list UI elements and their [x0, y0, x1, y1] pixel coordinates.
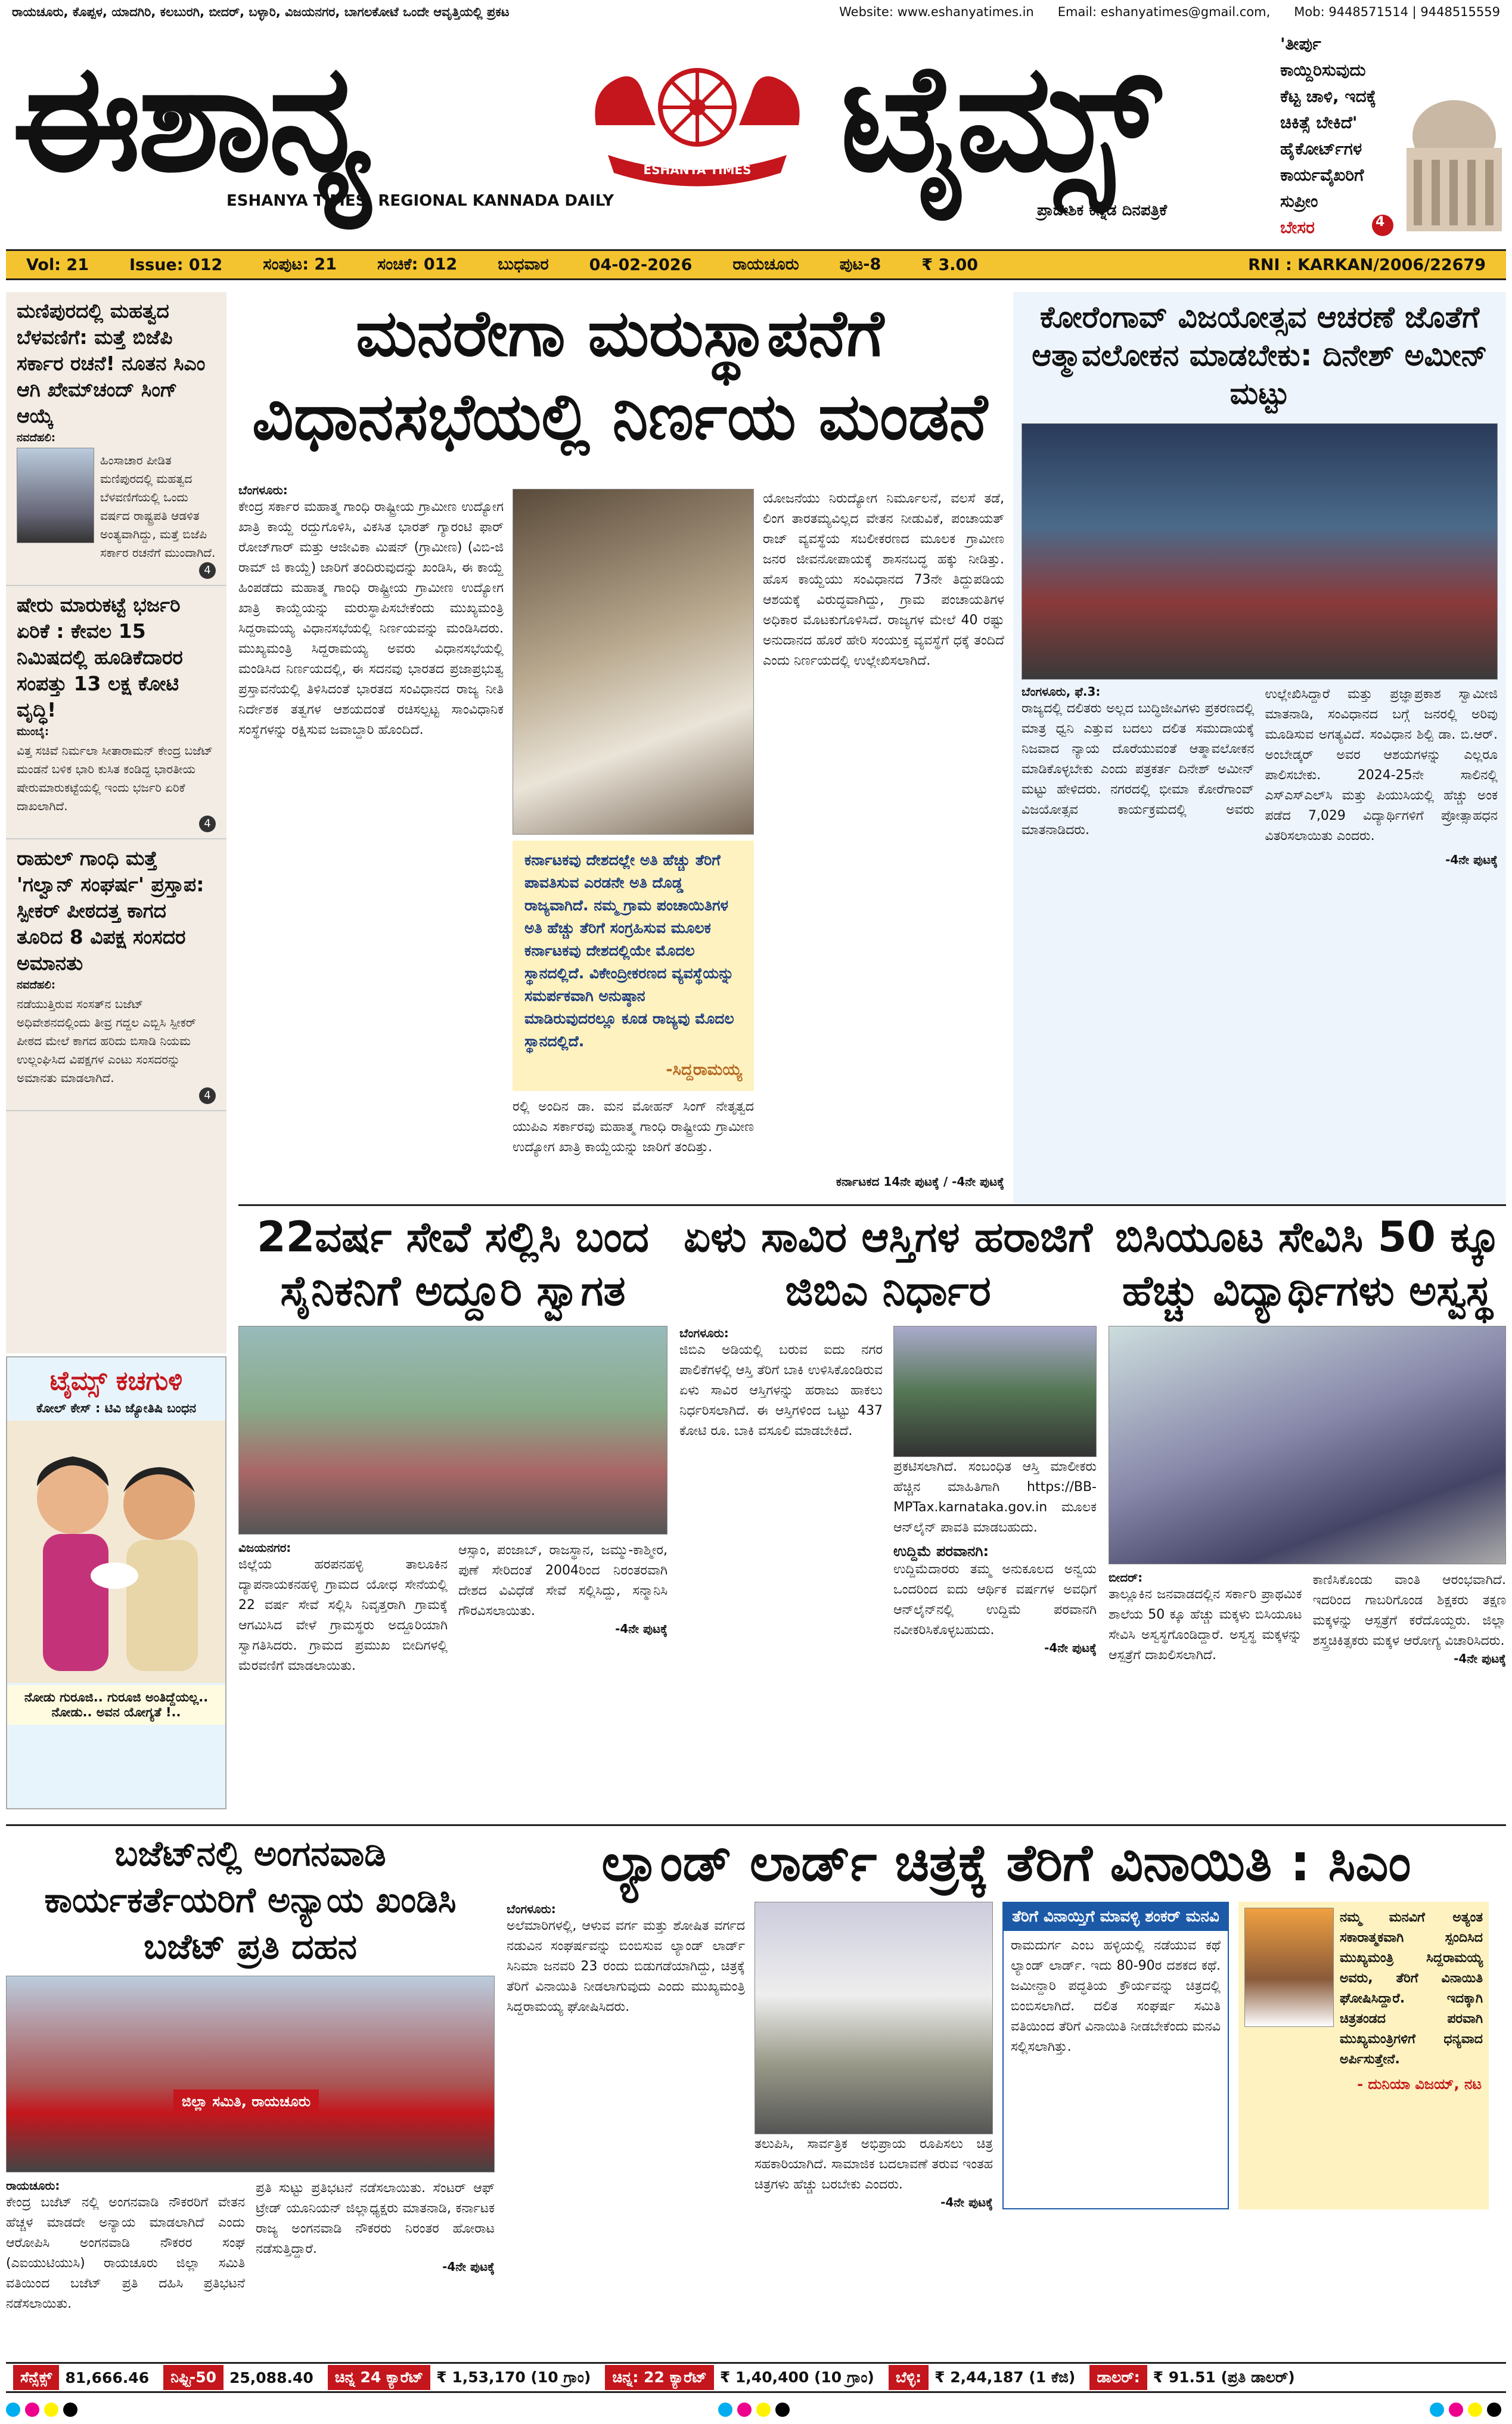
lead-body-2: ಯೋಜನೆಯು ನಿರುದ್ಯೋಗ ನಿರ್ಮೂಲನೆ, ವಲಸೆ ತಡೆ, ಲಿಂಗ ತಾರತಮ್ಯವಿಲ್ಲದ ವೇತನ ನೀಡುವಿಕೆ, ಪಂಚಾಯತ್ ರಾಜ್ ವ್ಯವಸ್ಥೆಯ ಸಬಲೀಕರಣದ ಮೂಲಕ ಗ್ರಾಮೀಣ ಜನರ ಜೀವನೋಪಾಯಕ್ಕೆ ಶಾಸನಬದ್ಧ ಹಕ್ಕು ನೀಡಿತ್ತು. ಹೊಸ ಕಾಯ್ದೆಯು ಸಂವಿಧಾನದ 73ನೇ ತಿದ್ದುಪಡಿಯ ಆಶಯಕ್ಕೆ ವಿರುದ್ಧವಾಗಿದ್ದು, ಗ್ರಾಮ ಪಂಚಾಯತಿಗಳ ಅಧಿಕಾರ ಮೊಟಕುಗೊಳಿಸಿದೆ. ರಾಜ್ಯಗಳ ಮೇಲೆ 40 ರಷ್ಟು ಅನುದಾನದ ಹೊರೆ ಹೇರಿ ಸಂಯುಕ್ತ ವ್ಯವಸ್ಥೆಗೆ ಧಕ್ಕೆ ತಂದಿದೆ ಎಂದು ನಿರ್ಣಯದಲ್ಲಿ ಉಲ್ಲೇಖಿಸಲಾಗಿದೆ. — [763, 491, 1004, 668]
place: ರಾಯಚೂರು — [732, 255, 799, 274]
lead-column-1 — [238, 483, 504, 1186]
brief-headline: ರಾಹುಲ್ ಗಾಂಧಿ ಮತ್ತೆ 'ಗಲ್ವಾನ್ ಸಂಘರ್ಷ' ಪ್ರಸ್ತಾಪ: ಸ್ಪೀಕರ್ ಪೀಠದತ್ತ ಕಾಗದ ತೂರಿದ 8 ವಿಪಕ್ಷ ಸಂಸದರ ಅಮಾನತು — [17, 847, 204, 975]
page-ref[interactable]: 4 — [199, 816, 216, 832]
issue-info-bar — [6, 249, 1506, 280]
koregaon-body-2: ಉಲ್ಲೇಖಿಸಿದ್ದಾರೆ ಮತ್ತು ಪ್ರಜ್ಞಾಪ್ರಕಾಶ ಸ್ವಾಮೀಜಿ ಮಾತನಾಡಿ, ಸಂವಿಧಾನದ ಬಗ್ಗೆ ಜನರಲ್ಲಿ ಅರಿವು ಮೂಡಿಸುವ ಅಗತ್ಯವಿದೆ. ಸಂವಿಧಾನ ಶಿಲ್ಪಿ ಡಾ. ಬಿ.ಆರ್. ಅಂಬೇಡ್ಕರ್ ಅವರ ಆಶಯಗಳನ್ನು ಎಲ್ಲರೂ ಪಾಲಿಸಬೇಕು. 2024-25ನೇ ಸಾಲಿನಲ್ಲಿ ಎಸ್‌ಎಸ್‌ಎಲ್‌ಸಿ ಮತ್ತು ಪಿಯುಸಿಯಲ್ಲಿ ಹೆಚ್ಚು ಅಂಕ ಪಡೆದ 7,029 ವಿದ್ಯಾರ್ಥಿಗಳಿಗೆ ಪ್ರೋತ್ಸಾಹಧನ ವಿತರಿಸಲಾಯಿತು ಎಂದರು. — [1265, 687, 1498, 844]
brief-body: ಹಿಂಸಾಚಾರ ಪೀಡಿತ ಮಣಿಪುರದಲ್ಲಿ ಮಹತ್ವದ ಬೆಳವಣಿಗೆಯಲ್ಲಿ ಒಂದು ವರ್ಷದ ರಾಷ್ಟ್ರಪತಿ ಆಡಳಿತ ಅಂತ್ಯವಾಗಿದ್ದು, ಮತ್ತೆ ಬಿಜೆಪಿ ಸರ್ಕಾರ ರಚನೆಗೆ ಮುಂದಾಗಿದೆ. — [100, 453, 216, 560]
email-text: Email: eshanyatimes@gmail.com, — [1057, 5, 1271, 19]
ticker-label: ಡಾಲರ್: — [1089, 2365, 1147, 2390]
landlord-story — [507, 1830, 1506, 2355]
soldier-continued[interactable]: -4ನೇ ಪುಟಕ್ಕೆ — [615, 1622, 667, 1636]
editions-text: ರಾಯಚೂರು, ಕೊಪ್ಪಳ, ಯಾದಗಿರಿ, ಕಲಬುರಗಿ, ಬೀದರ್, ಬಳ್ಳಾರಿ, ವಿಜಯನಗರ, ಬಾಗಲಕೋಟೆ ಒಂದೇ ಆವೃತ್ತಿಯಲ್ಲಿ ಪ್ರಕಟ — [12, 4, 510, 19]
auction-story — [679, 1210, 1097, 1830]
page-count: ಪುಟ-8 — [839, 255, 881, 274]
landlord-body-1: ಅಲೆಮಾರಿಗಳಲ್ಲಿ, ಆಳುವ ವರ್ಗ ಮತ್ತು ಶೋಷಿತ ವರ್ಗದ ನಡುವಿನ ಸಂಘರ್ಷವನ್ನು ಬಿಂಬಿಸುವ ಲ್ಯಾಂಡ್ ಲಾರ್ಡ್ ಸಿನಿಮಾ ಜನವರಿ 23 ರಂದು ಬಿಡುಗಡೆಯಾಗಿದ್ದು, ಚಿತ್ರಕ್ಕೆ ತೆರಿಗೆ ವಿನಾಯಿತಿ ನೀಡಲಾಗುವುದು ಎಂದು ಮುಖ್ಯಮಂತ್ರಿ ಸಿದ್ದರಾಮಯ್ಯ ಘೋಷಿಸಿದರು. — [507, 1918, 745, 2014]
lead-headline[interactable] — [238, 292, 1001, 471]
ticker-label: ನಿಫ್ಟಿ-50 — [163, 2365, 223, 2390]
price: ₹ 3.00 — [921, 255, 979, 274]
auction-body-1: ಜಿಬಿಎ ಅಡಿಯಲ್ಲಿ ಬರುವ ಐದು ನಗರ ಪಾಲಿಕೆಗಳಲ್ಲಿ ಆಸ್ತಿ ತೆರಿಗೆ ಬಾಕಿ ಉಳಿಸಿಕೊಂಡಿರುವ ಏಳು ಸಾವಿರ ಆಸ್ತಿಗಳನ್ನು ಹರಾಜು ಹಾಕಲು ನಿರ್ಧರಿಸಲಾಗಿದೆ. ಈ ಆಸ್ತಿಗಳಿಂದ ಒಟ್ಟು 437 ಕೋಟಿ ರೂ. ಬಾಕಿ ವಸೂಲಿ ಮಾಡಬೇಕಿದೆ. — [679, 1343, 883, 1439]
portrait-photo — [17, 448, 94, 543]
yellow-dot — [44, 2403, 58, 2417]
brief-dateline: ನವದೆಹಲಿ: — [17, 432, 56, 444]
meal-dateline: ಬೀದರ್: — [1109, 1570, 1143, 1585]
brief-headline: ಷೇರು ಮಾರುಕಟ್ಟೆ ಭರ್ಜರಿ ಏರಿಕೆ : ಕೇವಲ 15 ನಿಮಿಷದಲ್ಲಿ ಹೂಡಿಕೆದಾರರ ಸಂಪತ್ತು 13 ಲಕ್ಷ ಕೋಟಿ ವೃದ್ಧಿ! — [17, 593, 183, 721]
ticker-value: ₹ 2,44,187 (1 ಕೆಜಿ) — [934, 2369, 1076, 2386]
ticker-item — [1082, 2364, 1302, 2391]
cartoon-illustration — [7, 1421, 225, 1683]
issue: Issue: 012 — [129, 255, 223, 274]
ticker-item — [156, 2364, 321, 2391]
lead-quote-box — [513, 841, 754, 1091]
masthead-subtitle-kn: ಪ್ರಾದೇಶಿಕ ಕನ್ನಡ ದಿನಪತ್ರಿಕೆ — [1037, 202, 1168, 219]
promo-line: ಸುಪ್ರೀಂ — [1280, 191, 1318, 211]
soldier-body-1: ಜಿಲ್ಲೆಯ ಹರಪನಹಳ್ಳಿ ತಾಲೂಕಿನ ದ್ಯಾಪನಾಯಕನಹಳ್ಳಿ ಗ್ರಾಮದ ಯೋಧ ಸೇನೆಯಲ್ಲಿ 22 ವರ್ಷ ಸೇವೆ ಸಲ್ಲಿಸಿ ನಿವೃತ್ತರಾಗಿ ಗ್ರಾಮಕ್ಕೆ ಆಗಮಿಸಿದ ವೇಳೆ ಗ್ರಾಮಸ್ಥರು ಅದ್ದೂರಿಯಾಗಿ ಸ್ವಾಗತಿಸಿದರು. ಗ್ರಾಮದ ಪ್ರಮುಖ ಬೀದಿಗಳಲ್ಲಿ ಮೆರವಣಿಗೆ ಮಾಡಲಾಯಿತು. — [238, 1557, 448, 1673]
soldier-headline[interactable]: 22ವರ್ಷ ಸೇವೆ ಸಲ್ಲಿಸಿ ಬಂದ ಸೈನಿಕನಿಗೆ ಅದ್ದೂರಿ ಸ್ವಾಗತ — [256, 1213, 650, 1315]
brief-item[interactable] — [6, 586, 226, 839]
promo-line: 'ತೀರ್ಪು ಕಾಯ್ದಿರಿಸುವುದು — [1280, 34, 1366, 80]
auction-headline[interactable]: ಏಳು ಸಾವಿರ ಆಸ್ತಿಗಳ ಹರಾಜಿಗೆ ಜಿಬಿಎ ನಿರ್ಧಾರ — [684, 1213, 1092, 1315]
landlord-dateline: ಬೆಂಗಳೂರು: — [507, 1902, 556, 1916]
mobile-text: Mob: 9448571514 | 9448515559 — [1294, 5, 1500, 19]
brief-dateline: ನವದೆಹಲಿ: — [17, 979, 56, 991]
cyan-dot — [1430, 2403, 1444, 2417]
lead-photo-cm — [513, 489, 754, 835]
samputa: ಸಂಪುಟ: 21 — [263, 255, 337, 274]
weekday: ಬುಧವಾರ — [498, 255, 549, 274]
ticker-label: ಚಿನ್ನ 24 ಕ್ಯಾರೆಟ್ — [328, 2365, 431, 2390]
midday-meal-story — [1109, 1210, 1506, 1830]
masthead-title-part1: ಈಶಾನ್ಯ — [12, 31, 368, 204]
lead-headline-line1: ಮನರೇಗಾ ಮರುಸ್ಥಾಪನೆಗೆ — [355, 296, 884, 371]
magenta-dot — [25, 2403, 39, 2417]
lead-continued[interactable]: ಕರ್ನಾಟಕದ 14ನೇ ಪುಟಕ್ಕೆ / -4ನೇ ಪುಟಕ್ಕೆ — [836, 1174, 1004, 1189]
auction-continued[interactable]: -4ನೇ ಪುಟಕ್ಕೆ — [1044, 1641, 1097, 1655]
ticker-label: ಬೆಳ್ಳಿ: — [889, 2365, 929, 2390]
duniya-vijay-photo — [1244, 1908, 1334, 2027]
landlord-photo — [755, 1902, 993, 2134]
promo-line: ಹೈಕೋರ್ಟ್‌ಗಳ — [1280, 139, 1362, 159]
left-briefs-column — [6, 292, 226, 1353]
ticker-value: 81,666.46 — [65, 2369, 150, 2386]
black-dot — [63, 2403, 77, 2417]
landlord-continued[interactable]: -4ನೇ ಪುಟಕ್ಕೆ — [940, 2195, 993, 2209]
page-ref[interactable]: 4 — [199, 562, 216, 579]
brief-item[interactable] — [6, 839, 226, 1111]
koregaon-body-1: ರಾಜ್ಯದಲ್ಲಿ ದಲಿತರು ಅಲ್ಲದ ಬುದ್ಧಿಜೀವಿಗಳು ಪ್ರಕರಣದಲ್ಲಿ ಮಾತ್ರ ಧ್ವನಿ ಎತ್ತುವ ಬದಲು ದಲಿತ ಸಮುದಾಯಕ್ಕೆ ನಿಜವಾದ ನ್ಯಾಯ ದೊರೆಯುವಂತೆ ಆತ್ಮಾವಲೋಕನ ಮಾಡಿಕೊಳ್ಳಬೇಕು ಎಂದು ಪತ್ರಕರ್ತ ದಿನೇಶ್ ಅಮೀನ್ ಮಟ್ಟು ಹೇಳಿದರು. ನಗರದಲ್ಲಿ ಭೀಮಾ ಕೋರೆಗಾಂವ್ ವಿಜಯೋತ್ಸವ ಕಾರ್ಯಕ್ರಮದಲ್ಲಿ ಅವರು ಮಾತನಾಡಿದರು. — [1022, 701, 1255, 838]
ticker-value: 25,088.40 — [229, 2369, 313, 2386]
black-dot — [1487, 2403, 1501, 2417]
lead-column-2b — [513, 1097, 754, 1186]
meal-continued[interactable]: -4ನೇ ಪುಟಕ್ಕೆ — [1454, 1651, 1506, 1666]
lead-body-1: ಕೇಂದ್ರ ಸರ್ಕಾರ ಮಹಾತ್ಮ ಗಾಂಧಿ ರಾಷ್ಟ್ರೀಯ ಗ್ರಾಮೀಣ ಉದ್ಯೋಗ ಖಾತ್ರಿ ಕಾಯ್ದೆ ರದ್ದುಗೊಳಿಸಿ, ವಿಕಸಿತ ಭಾರತ್ ಗ್ಯಾರಂಟಿ ಫಾರ್ ರೋಜ್‌ಗಾರ್ ಮತ್ತು ಆಜೀವಿಕಾ ಮಿಷನ್ (ಗ್ರಾಮೀಣ) (ವಿಬಿ-ಜಿ ರಾಮ್ ಜಿ ಕಾಯ್ದೆ) ಜಾರಿಗೆ ತಂದಿರುವುದನ್ನು ಖಂಡಿಸಿ, ಈ ಕಾಯ್ದೆ ಹಿಂಪಡೆದು ಮಹಾತ್ಮ ಗಾಂಧಿ ರಾಷ್ಟ್ರೀಯ ಗ್ರಾಮೀಣ ಉದ್ಯೋಗ ಖಾತ್ರಿ ಕಾಯ್ದೆಯನ್ನು ಮರುಸ್ಥಾಪಿಸಬೇಕೆಂದು ಮುಖ್ಯಮಂತ್ರಿ ಸಿದ್ದರಾಮಯ್ಯ ವಿಧಾನಸಭೆಯಲ್ಲಿ ನಿರ್ಣಯವನ್ನು ಮಂಡಿಸಿದರು. ಮುಖ್ಯಮಂತ್ರಿ ಸಿದ್ದರಾಮಯ್ಯ ಅವರು ವಿಧಾನಸಭೆಯಲ್ಲಿ ಮಂಡಿಸಿದ ನಿರ್ಣಯದಲ್ಲಿ, ಈ ಸದನವು ಭಾರತದ ಪ್ರಜಾಪ್ರಭುತ್ವ ಪ್ರಸ್ತಾವನೆಯಲ್ಲಿ ತಿಳಿಸಿದಂತೆ ಭಾರತದ ಸಂವಿಧಾನದ ರಾಜ್ಯ ನೀತಿ ನಿರ್ದೇಶಕ ತತ್ವಗಳ ಆಶಯದಂತೆ ರಚಿಸಲ್ಪಟ್ಟ ಸಾಂವಿಧಾನಿಕ ಸಂಸ್ಥೆಗಳನ್ನು ರಕ್ಷಿಸುವ ಜವಾಬ್ದಾರಿ ಹೊಂದಿದೆ. — [238, 500, 504, 737]
masthead-title-part2: ಟೈಮ್ಸ್ — [840, 31, 1157, 204]
meal-body-1: ತಾಲ್ಲೂಕಿನ ಜನವಾಡದಲ್ಲಿನ ಸರ್ಕಾರಿ ಪ್ರಾಥಮಿಕ ಶಾಲೆಯ 50 ಕ್ಕೂ ಹೆಚ್ಚು ಮಕ್ಕಳು ಬಿಸಿಯೂಟ ಸೇವಿಸಿ ಅಸ್ವಸ್ಥಗೊಂಡಿದ್ದಾರೆ. ಅಸ್ವಸ್ಥ ಮಕ್ಕಳನ್ನು ಆಸ್ಪತ್ರೆಗೆ ದಾಖಲಿಸಲಾಗಿದೆ. — [1109, 1587, 1302, 1663]
cartoon-title: ಟೈಮ್ಸ್ ಕಚಗುಳಿ — [49, 1366, 183, 1396]
protest-banner-text: ಜಿಲ್ಲಾ ಸಮಿತಿ, ರಾಯಚೂರು — [173, 2090, 319, 2113]
ticker-item — [321, 2364, 598, 2391]
anganwadi-dateline: ರಾಯಚೂರು: — [6, 2178, 60, 2193]
masthead-subtitle-en: ESHANYA TIMES, REGIONAL KANNADA DAILY — [226, 192, 614, 210]
auction-body-2: ಪ್ರಕಟಿಸಲಾಗಿದೆ. ಸಂಬಂಧಿತ ಆಸ್ತಿ ಮಾಲೀಕರು ಹೆಚ್ಚಿನ ಮಾಹಿತಿಗಾಗಿ https://BB-MPTax.karnataka.gov.in ಮೂಲಕ ಆನ್‌ಲೈನ್ ಪಾವತಿ ಮಾಡಬಹುದು. — [893, 1459, 1097, 1535]
koregaon-story — [1013, 292, 1506, 1204]
koregaon-headline[interactable]: ಕೋರೆಂಗಾವ್ ವಿಜಯೋತ್ಸವ ಆಚರಣೆ ಜೊತೆಗೆ ಆತ್ಮಾವಲೋಕನ ಮಾಡಬೇಕು: ದಿನೇಶ್ ಅಮೀನ್ ಮಟ್ಟು — [1032, 300, 1488, 411]
anganwadi-body-2: ಪ್ರತಿ ಸುಟ್ಟು ಪ್ರತಿಭಟನೆ ನಡೆಸಲಾಯಿತು. ಸೆಂಟರ್ ಆಫ್ ಟ್ರೇಡ್ ಯೂನಿಯನ್ ಜಿಲ್ಲಾಧ್ಯಕ್ಷರು ಮಾತನಾಡಿ, ಕರ್ನಾಟಕ ರಾಜ್ಯ ಅಂಗನವಾಡಿ ನೌಕರರು ನಿರಂತರ ಹೋರಾಟ ನಡೆಸುತ್ತಿದ್ದಾರೆ. — [256, 2181, 495, 2256]
landlord-body-2: ತಲುಪಿಸಿ, ಸಾರ್ವತ್ರಿಕ ಅಭಿಪ್ರಾಯ ರೂಪಿಸಲು ಚಿತ್ರ ಸಹಕಾರಿಯಾಗಿದೆ. ಸಾಮಾಜಿಕ ಬದಲಾವಣೆ ತರುವ ಇಂತಹ ಚಿತ್ರಗಳು ಹೆಚ್ಚು ಬರಬೇಕು ಎಂದರು. — [755, 2137, 993, 2192]
yellow-dot — [1468, 2403, 1482, 2417]
promo-line: ಬೇಸರ — [1280, 218, 1315, 237]
anganwadi-story — [6, 1830, 495, 2355]
shankar-box-label: ತೆರಿಗೆ ವಿನಾಯ್ತಿಗೆ ಮಾವಳ್ಳಿ ಶಂಕರ್ ಮನವಿ — [1004, 1903, 1228, 1931]
cyan-dot — [6, 2403, 20, 2417]
soldier-body-2: ಆಸ್ಸಾಂ, ಪಂಜಾಬ್, ರಾಜಸ್ಥಾನ, ಜಮ್ಮು-ಕಾಶ್ಮೀರ, ಪುಣೆ ಸೇರಿದಂತೆ 2004ರಿಂದ ನಿರಂತರವಾಗಿ ದೇಶದ ವಿವಿಧೆಡೆ ಸೇವೆ ಸಲ್ಲಿಸಿದ್ದು, ಸನ್ಮಾನಿಸಿ ಗೌರವಿಸಲಾಯಿತು. — [458, 1543, 667, 1619]
cyan-dot — [718, 2403, 732, 2417]
landlord-headline[interactable]: ಲ್ಯಾಂಡ್ ಲಾರ್ಡ್ ಚಿತ್ರಕ್ಕೆ ತೆರಿಗೆ ವಿನಾಯಿತಿ : ಸಿಎಂ — [601, 1833, 1411, 1893]
volume: Vol: 21 — [26, 255, 89, 274]
lead-quote-author: -ಸಿದ್ದರಾಮಯ್ಯ — [666, 1061, 742, 1079]
black-dot — [775, 2403, 790, 2417]
lead-dateline: ಬೆಂಗಳೂರು: — [238, 483, 288, 497]
emblem-text: ESHANYA TIMES — [643, 163, 752, 177]
auction-body-3: ಉದ್ದಿಮೆದಾರರು ತಮ್ಮ ಅನುಕೂಲದ ಅನ್ವಯ ಒಂದರಿಂದ ಐದು ಆರ್ಥಿಕ ವರ್ಷಗಳ ಅವಧಿಗೆ ಆನ್‌ಲೈನ್‌ನಲ್ಲಿ ಉದ್ದಿಮೆ ಪರವಾನಗಿ ನವೀಕರಿಸಿಕೊಳ್ಳಬಹುದು. — [893, 1562, 1097, 1638]
auction-subhead: ಉದ್ದಿಮೆ ಪರವಾನಗಿ: — [893, 1543, 989, 1560]
brief-item[interactable] — [6, 292, 226, 586]
koregaon-photo — [1022, 423, 1498, 680]
cartoon-caption-bottom: ನೋಡು ಗುರೂಜಿ.. ಗುರೂಜಿ ಅಂತಿದ್ದೆಯಲ್ಲ.. ನೋಡು.. ಅವನ ಯೋಗ್ಯತೆ !.. — [7, 1685, 225, 1725]
ticker-label: ಚಿನ್ನ: 22 ಕ್ಯಾರೆಟ್ — [605, 2365, 714, 2390]
side-quote-text: ನಮ್ಮ ಮನವಿಗೆ ಅತ್ಯಂತ ಸಕಾರಾತ್ಮಕವಾಗಿ ಸ್ಪಂದಿಸಿದ ಮುಖ್ಯಮಂತ್ರಿ ಸಿದ್ದರಾಮಯ್ಯ ಅವರು, ತೆರಿಗೆ ವಿನಾಯಿತಿ ಘೋಷಿಸಿದ್ದಾರೆ. ಇದಕ್ಕಾಗಿ ಚಿತ್ರತಂಡದ ಪರವಾಗಿ ಮುಖ್ಯಮಂತ್ರಿಗಳಿಗೆ ಧನ್ಯವಾದ ಅರ್ಪಿಸುತ್ತೇನೆ. — [1340, 1910, 1483, 2067]
cartoon-caption-top: ಕೋಲ್ ಕೇಸ್ : ಟಿವಿ ಜ್ಯೋತಿಷಿ ಬಂಧನ — [36, 1401, 197, 1415]
meal-body-2: ಕಾಣಿಸಿಕೊಂಡು ವಾಂತಿ ಆರಂಭವಾಗಿದೆ. ಇದರಿಂದ ಗಾಬರಿಗೊಂಡ ಶಿಕ್ಷಕರು ತಕ್ಷಣ ಮಕ್ಕಳನ್ನು ಆಸ್ಪತ್ರೆಗೆ ಕರೆದೊಯ್ದರು. ಜಿಲ್ಲಾ ಶಸ್ತ್ರಚಿಕಿತ್ಸಕರು ಮಕ್ಕಳ ಆರೋಗ್ಯ ವಿಚಾರಿಸಿದರು. — [1312, 1573, 1506, 1648]
market-ticker — [6, 2362, 1506, 2393]
brief-headline: ಮಣಿಪುರದಲ್ಲಿ ಮಹತ್ವದ ಬೆಳವಣಿಗೆ: ಮತ್ತೆ ಬಿಜೆಪಿ ಸರ್ಕಾರ ರಚನೆ! ನೂತನ ಸಿಎಂ ಆಗಿ ಖೇಮ್‌ಚಂದ್ ಸಿಂಗ್ ಆಯ್ಕೆ — [17, 299, 206, 427]
brief-body: ನಡೆಯುತ್ತಿರುವ ಸಂಸತ್‌ನ ಬಜೆಟ್ ಅಧಿವೇಶನದಲ್ಲಿಂದು ತೀವ್ರ ಗದ್ದಲ ಎಬ್ಬಿಸಿ ಸ್ಪೀಕರ್ ಪೀಠದ ಮೇಲೆ ಕಾಗದ ಹರಿದು ಬಿಸಾಡಿ ನಿಯಮ ಉಲ್ಲಂಘಿಸಿದ ವಿಪಕ್ಷಗಳ ಎಂಟು ಸಂಸದರನ್ನು ಅಮಾನತು ಮಾಡಲಾಗಿದೆ. — [17, 997, 196, 1085]
promo-text — [1280, 31, 1405, 241]
lead-quote-text: ಕರ್ನಾಟಕವು ದೇಶದಲ್ಲೇ ಅತಿ ಹೆಚ್ಚು ತೆರಿಗೆ ಪಾವತಿಸುವ ಎರಡನೇ ಅತಿ ದೊಡ್ಡ ರಾಜ್ಯವಾಗಿದೆ. ನಮ್ಮ ಗ್ರಾಮ ಪಂಚಾಯಿತಿಗಳ ಅತಿ ಹೆಚ್ಚು ತೆರಿಗೆ ಸಂಗ್ರಹಿಸುವ ಮೂಲಕ ಕರ್ನಾಟಕವು ದೇಶದಲ್ಲಿಯೇ ಮೊದಲ ಸ್ಥಾನದಲ್ಲಿದೆ. ವಿಕೇಂದ್ರೀಕರಣದ ವ್ಯವಸ್ಥೆಯನ್ನು ಸಮರ್ಪಕವಾಗಿ ಅನುಷ್ಠಾನ ಮಾಡಿರುವುದರಲ್ಲೂ ಕೂಡ ರಾಜ್ಯವು ಮೊದಲ ಸ್ಥಾನದಲ್ಲಿದೆ. — [524, 851, 734, 1050]
section-divider — [6, 1824, 1506, 1826]
lead-body-3: ರಲ್ಲಿ ಅಂದಿನ ಡಾ. ಮನ ಮೋಹನ್ ಸಿಂಗ್ ನೇತೃತ್ವದ ಯುಪಿಎ ಸರ್ಕಾರವು ಮಹಾತ್ಮ ಗಾಂಧಿ ರಾಷ್ಟ್ರೀಯ ಗ್ರಾಮೀಣ ಉದ್ಯೋಗ ಖಾತ್ರಿ ಕಾಯ್ದೆಯನ್ನು ಜಾರಿಗೆ ತಂದಿತ್ತು. — [513, 1099, 754, 1155]
cartoon-box — [6, 1356, 226, 1809]
brief-body: ವಿತ್ತ ಸಚಿವೆ ನಿರ್ಮಲಾ ಸೀತಾರಾಮನ್ ಕೇಂದ್ರ ಬಜೆಟ್ ಮಂಡನೆ ಬಳಿಕ ಭಾರಿ ಕುಸಿತ ಕಂಡಿದ್ದ ಭಾರತೀಯ ಷೇರುಮಾರುಕಟ್ಟೆಯಲ್ಲಿ ಇಂದು ಭರ್ಜರಿ ಏರಿಕೆ ದಾಖಲಾಗಿದೆ. — [17, 743, 213, 813]
magenta-dot — [737, 2403, 752, 2417]
print-registration-marks — [6, 2403, 1506, 2420]
soldier-story — [238, 1210, 667, 1830]
ticker-item — [598, 2364, 881, 2391]
ticker-value: ₹ 91.51 (ಪ್ರತಿ ಡಾಲರ್) — [1153, 2369, 1295, 2386]
magenta-dot — [1449, 2403, 1463, 2417]
shankar-box-body: ರಾಮದುರ್ಗ ಎಂಬ ಹಳ್ಳಿಯಲ್ಲಿ ನಡೆಯುವ ಕಥೆ ಲ್ಯಾಂಡ್ ಲಾರ್ಡ್. ಇದು 80-90ರ ದಶಕದ ಕಥೆ. ಜಮೀನ್ದಾರಿ ಪದ್ಧತಿಯ ಕ್ರೌರ್ಯವನ್ನು ಚಿತ್ರದಲ್ಲಿ ಬಿಂಬಿಸಲಾಗಿದೆ. ದಲಿತ ಸಂಘರ್ಷ ಸಮಿತಿ ವತಿಯಿಂದ ತೆರಿಗೆ ವಿನಾಯಿತಿ ನೀಡಬೇಕೆಂದು ಮನವಿ ಸಲ್ಲಿಸಲಾಗಿತ್ತು. — [1011, 1938, 1221, 2054]
website-text: Website: www.eshanyatimes.in — [839, 5, 1034, 19]
anganwadi-headline[interactable]: ಬಜೆಟ್‌ನಲ್ಲಿ ಅಂಗನವಾಡಿ ಕಾರ್ಯಕರ್ತೆಯರಿಗೆ ಅನ್ಯಾಯ ಖಂಡಿಸಿ ಬಜೆಟ್ ಪ್ರತಿ ದಹನ — [44, 1833, 457, 1967]
sanchike: ಸಂಚಿಕೆ: 012 — [377, 255, 458, 274]
ticker-value: ₹ 1,53,170 (10 ಗ್ರಾಂ) — [436, 2369, 591, 2386]
ticker-item — [6, 2364, 156, 2391]
soldier-photo — [238, 1326, 667, 1535]
page-ref[interactable]: 4 — [199, 1087, 216, 1104]
emblem-logo — [572, 36, 822, 197]
auction-dateline: ಬೆಂಗಳೂರು: — [679, 1326, 729, 1340]
gba-building-photo — [893, 1326, 1097, 1457]
brief-dateline: ಮುಂಬೈ: — [17, 726, 49, 738]
rni-number: RNI : KARKAN/2006/22679 — [1248, 255, 1486, 274]
side-quote-author: - ದುನಿಯಾ ವಿಜಯ್, ನಟ — [1357, 2076, 1482, 2093]
lead-headline-line2: ವಿಧಾನಸಭೆಯಲ್ಲಿ ನಿರ್ಣಯ ಮಂಡನೆ — [252, 380, 988, 454]
meal-headline[interactable]: ಬಿಸಿಯೂಟ ಸೇವಿಸಿ 50 ಕ್ಕೂ ಹೆಚ್ಚು ವಿದ್ಯಾರ್ಥಿಗಳು ಅಸ್ವಸ್ಥ — [1114, 1213, 1500, 1315]
lead-column-3 — [763, 489, 1004, 1174]
soldier-dateline: ವಿಜಯನಗರ: — [238, 1540, 291, 1555]
section-divider — [238, 1204, 1506, 1206]
issue-date: 04-02-2026 — [589, 255, 693, 274]
ticker-label: ಸೆನ್ಸೆಕ್ಸ್ — [13, 2365, 59, 2390]
promo-line: ಕೆಟ್ಟ ಚಾಳಿ, ಇದಕ್ಕೆ — [1280, 86, 1377, 106]
ticker-item — [881, 2364, 1082, 2391]
protest-photo — [6, 1976, 495, 2172]
koregaon-dateline: ಬೆಂಗಳೂರು, ಫೆ.3: — [1022, 684, 1101, 699]
promo-page-number: 4 — [1376, 215, 1385, 230]
koregaon-continued[interactable]: -4ನೇ ಪುಟಕ್ಕೆ — [1445, 853, 1498, 867]
promo-line: ಕಾರ್ಯವೈಖರಿಗೆ — [1280, 165, 1364, 185]
yellow-dot — [756, 2403, 771, 2417]
promo-line: ಚಿಕಿತ್ಸೆ ಬೇಕಿದೆ' — [1280, 113, 1358, 132]
anganwadi-body-1: ಕೇಂದ್ರ ಬಜೆಟ್ ನಲ್ಲಿ ಅಂಗನವಾಡಿ ನೌಕರರಿಗೆ ವೇತನ ಹೆಚ್ಚಳ ಮಾಡದೇ ಅನ್ಯಾಯ ಮಾಡಲಾಗಿದೆ ಎಂದು ಆರೋಪಿಸಿ ಅಂಗನವಾಡಿ ನೌಕರರ ಸಂಘ (ಎಐಯುಟಿಯುಸಿ) ರಾಯಚೂರು ಜಿಲ್ಲಾ ಸಮಿತಿ ವತಿಯಿಂದ ಬಜೆಟ್ ಪ್ರತಿ ದಹಿಸಿ ಪ್ರತಿಭಟನೆ ನಡೆಸಲಾಯಿತು. — [6, 2195, 245, 2311]
ticker-value: ₹ 1,40,400 (10 ಗ್ರಾಂ) — [719, 2369, 874, 2386]
anganwadi-continued[interactable]: -4ನೇ ಪುಟಕ್ಕೆ — [442, 2259, 495, 2274]
top-strip — [12, 0, 1500, 24]
hospital-photo — [1109, 1326, 1506, 1564]
